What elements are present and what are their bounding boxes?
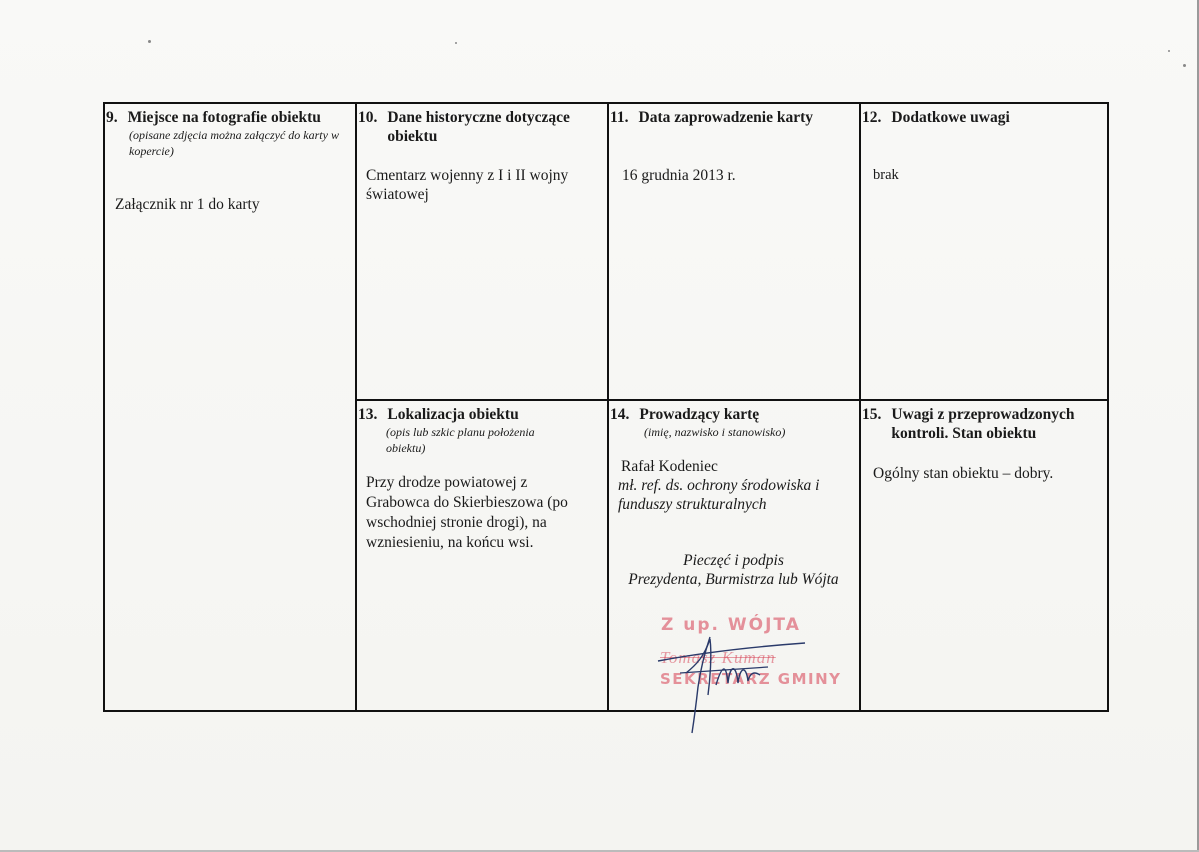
scan-speck bbox=[1183, 64, 1186, 67]
cell-number: 9. bbox=[106, 109, 118, 126]
cell-title: Data zaprowadzenie karty bbox=[638, 109, 814, 126]
inspection-text: Ogólny stan obiektu – dobry. bbox=[873, 465, 1054, 482]
cell-subtitle: (opisane zdjęcia można załączyć do karty w kopercie) bbox=[129, 128, 339, 158]
scan-speck bbox=[148, 40, 151, 43]
handwritten-signature bbox=[640, 625, 840, 735]
stamp-line: Z up. WÓJTA bbox=[661, 615, 801, 635]
cell-number: 15. bbox=[862, 406, 882, 423]
cell-photos bbox=[105, 104, 355, 710]
attachment-note: Załącznik nr 1 do karty bbox=[115, 196, 260, 213]
cell-heading bbox=[358, 108, 601, 146]
seal-label: Prezydenta, Burmistrza lub Wójta bbox=[628, 571, 839, 588]
cell-title: Lokalizacja obiektu bbox=[387, 406, 519, 423]
cell-heading bbox=[862, 108, 1101, 127]
cell-remarks bbox=[860, 104, 1107, 399]
cell-heading bbox=[106, 108, 349, 127]
cell-history bbox=[356, 104, 607, 399]
cell-title: Dane historyczne dotyczące obiektu bbox=[387, 109, 570, 145]
cell-inspection bbox=[860, 401, 1107, 710]
location-text: Przy drodze powiatowej z Grabowca do Skierbieszowa (po wschodniej stronie drogi), na wzniesieniu, na końcu wsi. bbox=[366, 474, 568, 551]
cell-title: Dodatkowe uwagi bbox=[891, 109, 1010, 126]
cell-number: 10. bbox=[358, 109, 378, 126]
stamp-line: Tomasz Kuman bbox=[660, 648, 776, 667]
cell-number: 12. bbox=[862, 109, 882, 126]
cell-heading bbox=[358, 405, 601, 424]
cell-location bbox=[356, 401, 607, 710]
author-position: mł. ref. ds. ochrony środowiska i funduszy strukturalnych bbox=[618, 477, 820, 513]
cell-heading bbox=[862, 405, 1101, 443]
cell-subtitle: (opis lub szkic planu położenia obiektu) bbox=[386, 425, 535, 455]
remarks-text: brak bbox=[873, 167, 899, 183]
cell-subtitle: (imię, nazwisko i stanowisko) bbox=[644, 425, 786, 439]
cell-heading bbox=[610, 108, 853, 127]
cell-number: 14. bbox=[610, 406, 630, 423]
scan-speck bbox=[1168, 50, 1170, 52]
cell-date bbox=[608, 104, 859, 399]
seal-label: Pieczęć i podpis bbox=[683, 552, 784, 569]
cell-number: 11. bbox=[610, 109, 629, 126]
cell-title: Miejsce na fotografie obiektu bbox=[127, 109, 321, 126]
history-text: Cmentarz wojenny z I i II wojny światowej bbox=[366, 167, 569, 203]
stamp-line: SEKRETARZ GMINY bbox=[660, 670, 842, 688]
author-name: Rafał Kodeniec bbox=[621, 458, 718, 475]
form-table bbox=[103, 102, 1109, 712]
cell-heading bbox=[610, 405, 853, 424]
scan-speck bbox=[455, 42, 457, 44]
date-text: 16 grudnia 2013 r. bbox=[622, 167, 736, 184]
cell-number: 13. bbox=[358, 406, 378, 423]
cell-title: Uwagi z przeprowadzonych kontroli. Stan obiektu bbox=[891, 406, 1075, 442]
cell-title: Prowadzący kartę bbox=[639, 406, 760, 423]
